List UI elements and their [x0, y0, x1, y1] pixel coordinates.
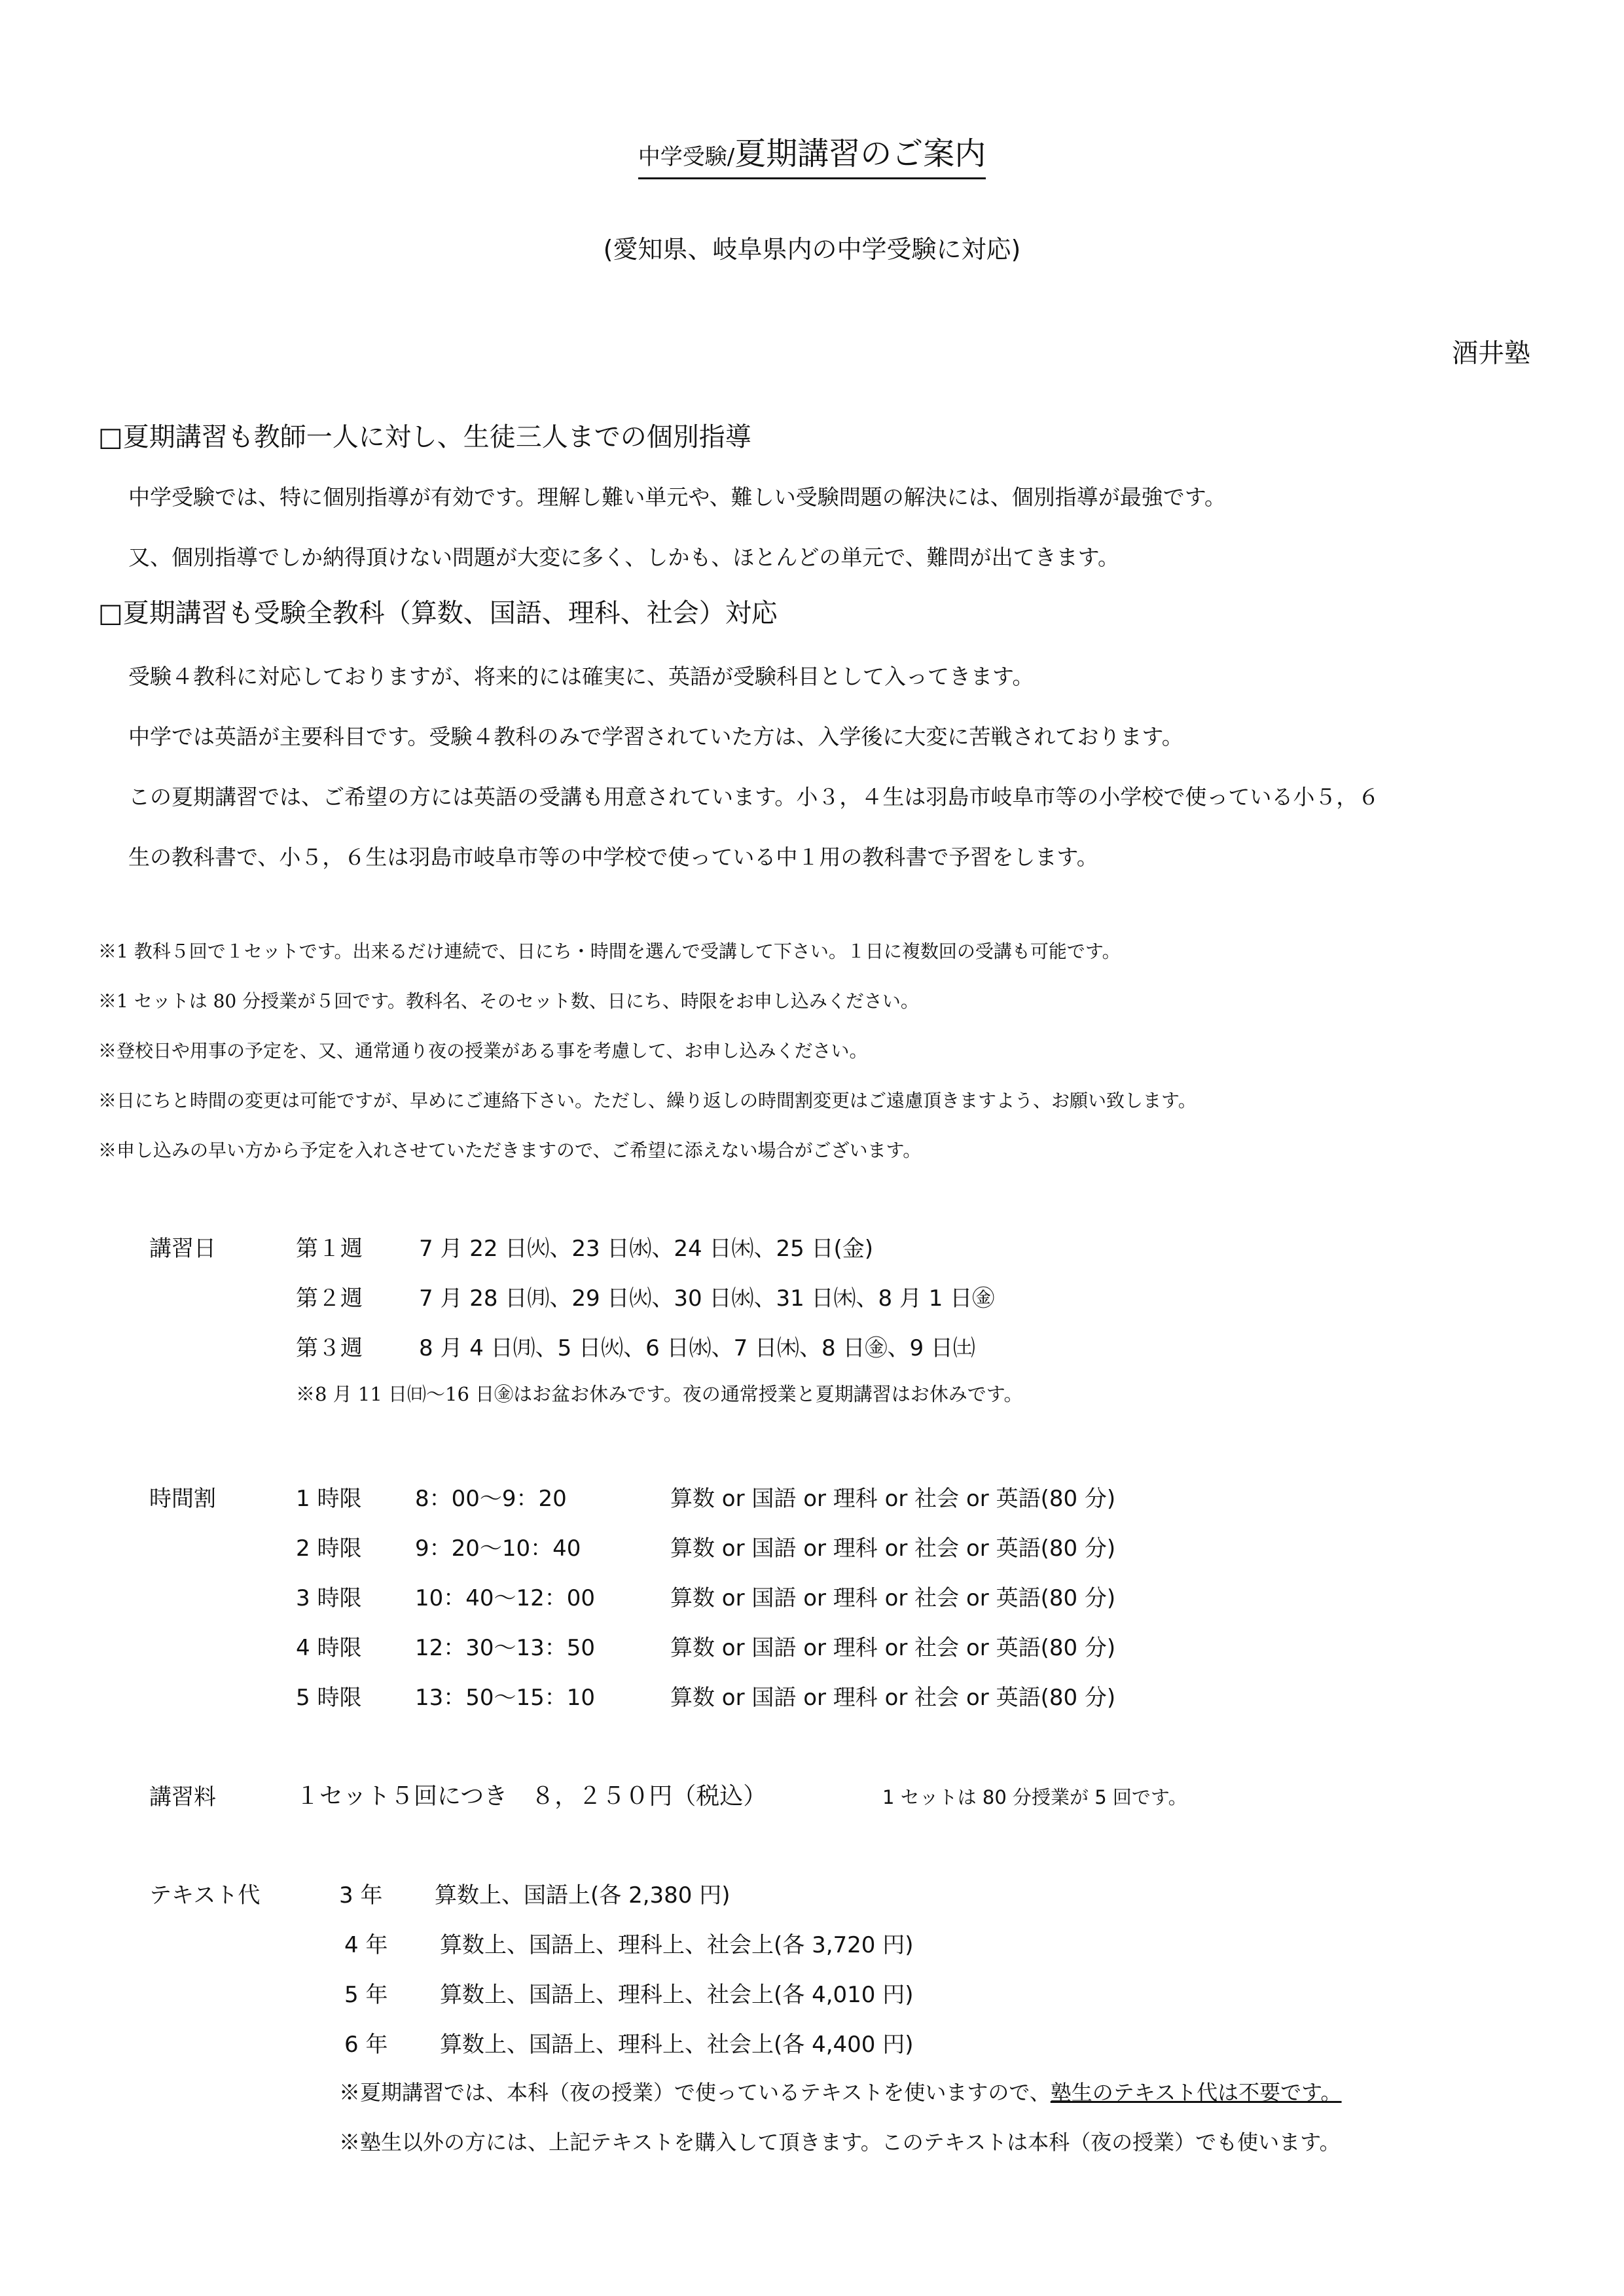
section2-line-4: 生の教科書で、小５，６生は羽島市岐阜市等の中学校で使っている中１用の教科書で予習をします。	[128, 844, 1098, 870]
period-2-subjects: 算数 or 国語 or 理科 or 社会 or 英語(80 分)	[670, 1535, 1116, 1562]
page-title	[0, 128, 1624, 179]
period-4-subjects: 算数 or 国語 or 理科 or 社会 or 英語(80 分)	[670, 1635, 1116, 1661]
textbook-items-4: 算数上、国語上、理科上、社会上(各 3,720 円)	[440, 1932, 914, 1958]
textbook-items-3: 算数上、国語上(各 2,380 円)	[435, 1882, 731, 1909]
section1-line-1: 中学受験では、特に個別指導が有効です。理解し難い単元や、難しい受験問題の解決には、個別指導が最強です。	[128, 484, 1227, 510]
period-2: 2 時限	[296, 1535, 362, 1562]
schedule-dates-1: 7 月 22 日㈫、23 日㈬、24 日㈭、25 日(金)	[419, 1236, 874, 1262]
textbook-label: テキスト代	[149, 1882, 261, 1909]
period-5: 5 時限	[296, 1685, 362, 1711]
schedule-week-1: 第１週	[296, 1236, 363, 1262]
period-3: 3 時限	[296, 1585, 362, 1611]
textbook-note-1	[339, 2076, 1342, 2106]
note-5: ※申し込みの早い方から予定を入れさせていただきますので、ご希望に添えない場合がございます。	[98, 1139, 922, 1161]
note-1: ※1 教科５回で１セットです。出来るだけ連続で、日にち・時間を選んで受講して下さい。１日に複数回の受講も可能です。	[98, 941, 1121, 962]
fee-note: 1 セットは 80 分授業が 5 回です。	[882, 1786, 1187, 1808]
timetable-label: 時間割	[149, 1486, 216, 1512]
textbook-note-1-text: ※夏期講習では、本科（夜の授業）で使っているテキストを使いますので、	[339, 2080, 1051, 2105]
period-2-time: 9：20～10：40	[415, 1535, 581, 1562]
textbook-items-5: 算数上、国語上、理科上、社会上(各 4,010 円)	[440, 1982, 914, 2008]
period-1-subjects: 算数 or 国語 or 理科 or 社会 or 英語(80 分)	[670, 1486, 1116, 1512]
section2-line-3: この夏期講習では、ご希望の方には英語の受講も用意されています。小３，４生は羽島市岐阜市等の小学校で使っている小５，６	[128, 784, 1380, 810]
schedule-dates-2: 7 月 28 日㈪、29 日㈫、30 日㈬、31 日㈭、8 月 1 日㊎	[419, 1285, 995, 1312]
title-prefix: 中学受験/	[638, 144, 735, 170]
schedule-note: ※8 月 11 日㈰〜16 日㊎はお盆お休みです。夜の通常授業と夏期講習はお休みです。	[296, 1383, 1023, 1405]
section2-heading: □夏期講習も受験全教科（算数、国語、理科、社会）対応	[98, 598, 778, 628]
fee-label: 講習料	[149, 1784, 216, 1810]
section1-line-2: 又、個別指導でしか納得頂けない問題が大変に多く、しかも、ほとんどの単元で、難問が出てきます。	[128, 545, 1120, 570]
period-3-subjects: 算数 or 国語 or 理科 or 社会 or 英語(80 分)	[670, 1585, 1116, 1611]
textbook-grade-3: 3 年	[339, 1882, 383, 1909]
textbook-note-2: ※塾生以外の方には、上記テキストを購入して頂きます。このテキストは本科（夜の授業）でも使います。	[339, 2130, 1341, 2155]
schedule-label: 講習日	[149, 1236, 216, 1262]
period-1-time: 8：00～9：20	[415, 1486, 567, 1512]
schedule-dates-3: 8 月 4 日㈪、5 日㈫、6 日㈬、7 日㈭、8 日㊎、9 日㈯	[419, 1335, 975, 1361]
title-main: 夏期講習のご案内	[734, 135, 986, 172]
fee-amount: １セット５回につき ８，２５０円（税込）	[296, 1783, 767, 1810]
note-3: ※登校日や用事の予定を、又、通常通り夜の授業がある事を考慮して、お申し込みください。	[98, 1040, 868, 1062]
textbook-grade-4: 4 年	[344, 1932, 388, 1958]
schedule-week-3: 第３週	[296, 1335, 363, 1361]
period-4-time: 12：30～13：50	[415, 1635, 596, 1661]
textbook-grade-5: 5 年	[344, 1982, 388, 2008]
school-name: 酒井塾	[1452, 338, 1530, 368]
period-5-time: 13：50～15：10	[415, 1685, 596, 1711]
note-2: ※1 セットは 80 分授業が５回です。教科名、そのセット数、日にち、時限をお申し込みください。	[98, 990, 919, 1012]
schedule-week-2: 第２週	[296, 1285, 363, 1312]
subtitle: (愛知県、岐阜県内の中学受験に対応)	[603, 235, 1021, 264]
textbook-items-6: 算数上、国語上、理科上、社会上(各 4,400 円)	[440, 2032, 914, 2058]
period-1: 1 時限	[296, 1486, 362, 1512]
textbook-note-1-underlined: 塾生のテキスト代は不要です。	[1050, 2080, 1342, 2105]
period-4: 4 時限	[296, 1635, 362, 1661]
section1-heading: □夏期講習も教師一人に対し、生徒三人までの個別指導	[98, 422, 751, 452]
section2-line-2: 中学では英語が主要科目です。受験４教科のみで学習されていた方は、入学後に大変に苦戦されております。	[128, 724, 1183, 749]
period-3-time: 10：40～12：00	[415, 1585, 596, 1611]
textbook-grade-6: 6 年	[344, 2032, 388, 2058]
section2-line-1: 受験４教科に対応しておりますが、将来的には確実に、英語が受験科目として入ってきます。	[128, 664, 1034, 689]
note-4: ※日にちと時間の変更は可能ですが、早めにご連絡下さい。ただし、繰り返しの時間割変更はご遠慮頂きますよう、お願い致します。	[98, 1090, 1197, 1111]
period-5-subjects: 算数 or 国語 or 理科 or 社会 or 英語(80 分)	[670, 1685, 1116, 1711]
